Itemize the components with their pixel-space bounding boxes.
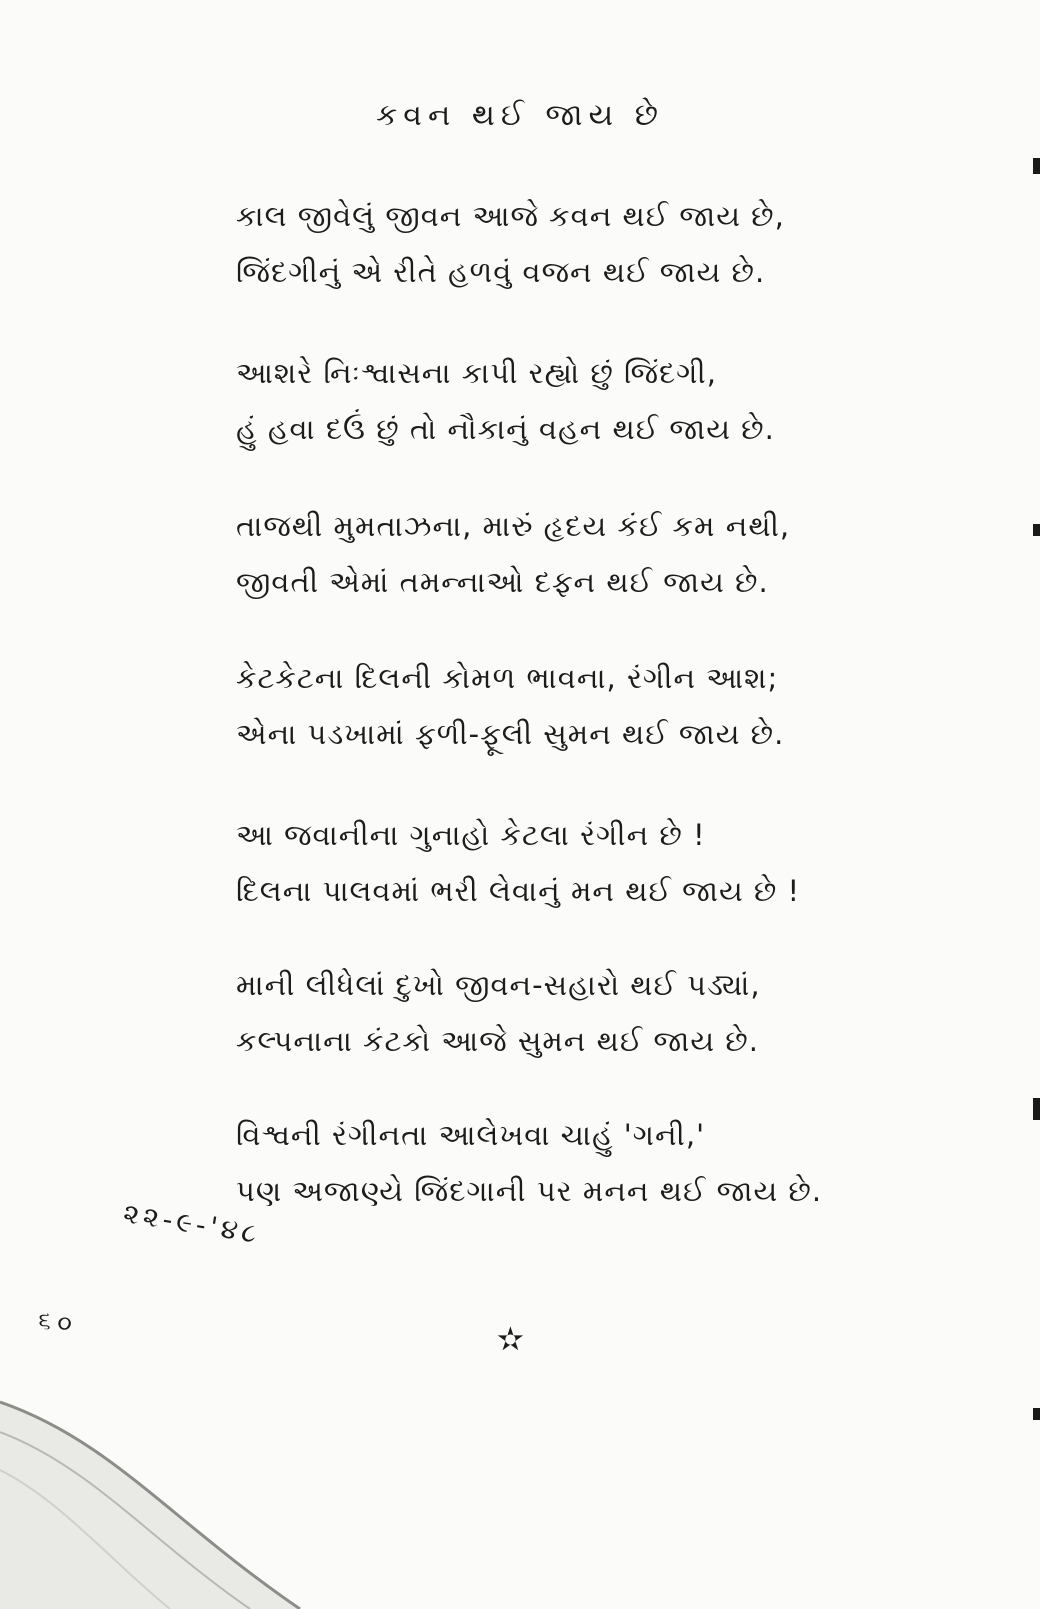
edge-mark [1033,158,1040,174]
stanza-2 [236,345,826,457]
poem-line: કાલ જીવેલું જીવન આજે કવન થઈ જાય છે, [236,199,785,233]
poem-line: પણ અજાણ્યે જિંદગાની પર મનન થઈ જાય છે. [236,1174,823,1208]
stanza-7 [236,1107,826,1219]
poem-title: કવન થઈ જાય છે [376,98,664,133]
edge-mark [1033,1098,1040,1120]
stanza-1 [236,188,826,300]
poem-line: વિશ્વની રંગીનતા આલેખવા ચાહું 'ગની,' [236,1118,706,1152]
poem-line: કલ્પનાના કંટકો આજે સુમન થઈ જાય છે. [236,1024,759,1058]
star-ornament-icon: ✫ [497,1320,524,1358]
page-number: ૬૦ [36,1305,80,1339]
poem-line: એના પડખામાં ફળી-ફૂલી સુમન થઈ જાય છે. [236,717,785,751]
poem-line: માની લીધેલાં દુખો જીવન-સહારો થઈ પડ્યાં, [236,968,761,1002]
stanza-4 [236,650,826,762]
edge-mark [1033,1408,1040,1420]
poem-line: આ જવાનીના ગુનાહો કેટલા રંગીન છે ! [236,818,706,852]
stanza-5 [236,807,826,919]
poem-line: દિલના પાલવમાં ભરી લેવાનું મન થઈ જાય છે ! [236,874,801,908]
poem-line: જીવતી એમાં તમન્નાઓ દફન થઈ જાય છે. [236,565,769,599]
poem-line: આશરે નિઃશ્વાસના કાપી રહ્યો છું જિંદગી, [236,356,717,390]
stanza-6 [236,957,826,1069]
poem-line: જિંદગીનું એ રીતે હળવું વજન થઈ જાય છે. [236,255,766,289]
poem-date: ૨૨-૯-'૪૮ [121,1198,263,1251]
poem-line: કેટકેટના દિલની કોમળ ભાવના, રંગીન આશ; [236,661,779,695]
poem-line: તાજથી મુમતાઝના, મારું હૃદય કંઈ કમ નથી, [236,509,791,543]
stanza-3 [236,498,826,610]
poem-line: હું હવા દઉં છું તો નૌકાનું વહન થઈ જાય છે. [236,412,775,446]
edge-mark [1033,524,1040,536]
